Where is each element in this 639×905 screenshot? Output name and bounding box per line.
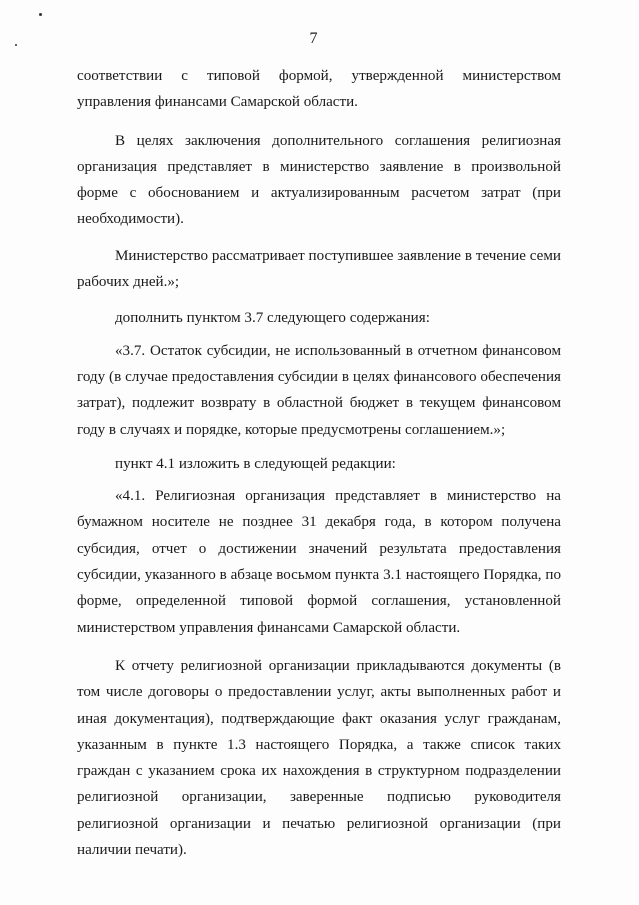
paragraph: В целях заключения дополнительного соглашения религиозная организация представляет в министерство заявление в произвольной форме с обоснованием и актуализированным расчетом затрат (при необходимости). [77,132,561,228]
scan-speck [39,13,42,16]
paragraph: соответствии с типовой формой, утвержденной министерством управления финансами Самарской области. [77,68,561,111]
page-number: 7 [309,30,318,47]
paragraph: «4.1. Религиозная организация представляет в министерство на бумажном носителе не позднее 31 декабря года, в котором получена субсидия, отчет о достижении значений результата предоставления субсидии, указанного в абзаце восьмом пункта 3.1 настоящего Порядка, по форме, определенной типовой формой соглашения, установленной министерством управления финансами Самарской области. [77,488,561,636]
paragraph: К отчету религиозной организации прикладываются документы (в том числе договоры о предоставлении услуг, акты выполненных работ и иная документация), подтверждающие факт оказания услуг гражданам, указанным в пункте 1.3 настоящего Порядка, а также список таких граждан с указанием срока их нахождения в структурном подразделении религиозной организации, заверенные подписью руководителя религиозной организации и печатью религиозной организации (при наличии печати). [77,657,561,859]
paragraph: «3.7. Остаток субсидии, не использованный в отчетном финансовом году (в случае предоставления субсидии в целях финансового обеспечения затрат), подлежит возврату в областной бюджет в текущем финансовом году в случаях и порядке, которые предусмотрены соглашением.»; [77,342,561,438]
document-body [77,63,561,863]
paragraph: дополнить пунктом 3.7 следующего содержания: [115,310,430,327]
paragraph: Министерство рассматривает поступившее заявление в течение семи рабочих дней.»; [77,247,561,291]
paragraph: пункт 4.1 изложить в следующей редакции: [115,455,396,472]
